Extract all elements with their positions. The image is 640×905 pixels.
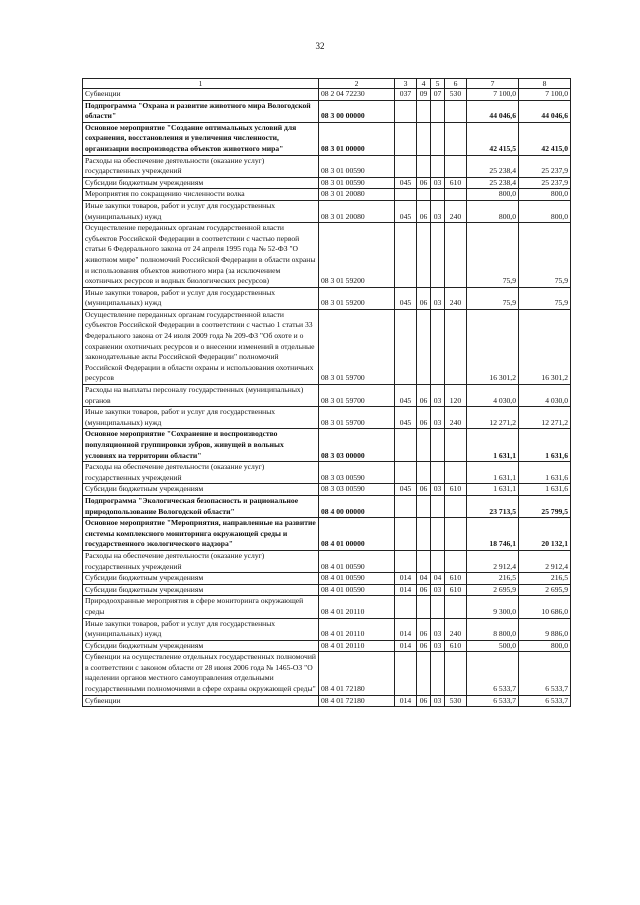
subsection-cell (431, 223, 445, 288)
table-row (83, 223, 571, 288)
row-name-cell: Расходы на обеспечение деятельности (оказание услуг) государственных учреждений (83, 550, 319, 572)
budget-code-cell: 08 4 01 72180 (319, 652, 395, 695)
subsection-cell (431, 462, 445, 484)
amount-year1-cell: 75,9 (467, 287, 519, 309)
amount-year1-cell: 44 046,6 (467, 100, 519, 122)
header-row (83, 79, 571, 89)
subsection-cell (431, 155, 445, 177)
budget-code-cell: 08 4 01 00590 (319, 573, 395, 585)
amount-year2-cell: 42 415,0 (519, 122, 571, 155)
section-cell (417, 550, 431, 572)
ministry-code-cell (395, 495, 417, 517)
expense-type-cell (445, 652, 467, 695)
amount-year1-cell: 800,0 (467, 200, 519, 222)
budget-code-cell: 08 2 04 72230 (319, 89, 395, 101)
section-cell (417, 652, 431, 695)
ministry-code-cell (395, 652, 417, 695)
amount-year1-cell: 25 238,4 (467, 155, 519, 177)
expense-type-cell: 240 (445, 200, 467, 222)
amount-year2-cell: 4 030,0 (519, 385, 571, 407)
amount-year1-cell: 6 533,7 (467, 652, 519, 695)
amount-year2-cell: 25 237,9 (519, 177, 571, 189)
expense-type-cell: 240 (445, 407, 467, 429)
row-name-cell: Осуществление переданных органам государственной власти субъектов Российской Федерации в соответствии с частью 1 статьи 33 Федерального закона от 24 июля 2009 года № 209-ФЗ "Об охоте и о сохранении охотничьих ресурсов и о внесении изменений в отдельные законодательные акты Российской Федерации" полномочий Российской Федерации в области охраны и использования охотничьих ресурсов (83, 309, 319, 384)
budget-code-cell: 08 3 01 00590 (319, 177, 395, 189)
ministry-code-cell: 014 (395, 640, 417, 652)
column-header: 7 (467, 79, 519, 89)
row-name-cell: Основное мероприятие "Сохранение и воспроизводство популяционной группировки зубров, живущей в вольных условиях на территории области" (83, 429, 319, 462)
amount-year1-cell: 2 912,4 (467, 550, 519, 572)
amount-year2-cell: 1 631,6 (519, 462, 571, 484)
amount-year1-cell: 800,0 (467, 189, 519, 201)
ministry-code-cell (395, 223, 417, 288)
table-row (83, 484, 571, 496)
expense-type-cell: 530 (445, 695, 467, 707)
expense-type-cell (445, 155, 467, 177)
table-row (83, 518, 571, 551)
budget-code-cell: 08 3 01 20080 (319, 189, 395, 201)
section-cell: 04 (417, 573, 431, 585)
subsection-cell: 03 (431, 177, 445, 189)
row-name-cell: Субсидии бюджетным учреждениям (83, 177, 319, 189)
amount-year2-cell: 16 301,2 (519, 309, 571, 384)
ministry-code-cell (395, 155, 417, 177)
amount-year1-cell: 1 631,1 (467, 462, 519, 484)
subsection-cell (431, 100, 445, 122)
row-name-cell: Подпрограмма "Охрана и развитие животного мира Вологодской области" (83, 100, 319, 122)
amount-year2-cell: 6 533,7 (519, 695, 571, 707)
amount-year1-cell: 42 415,5 (467, 122, 519, 155)
row-name-cell: Мероприятия по сокращению численности волка (83, 189, 319, 201)
row-name-cell: Основное мероприятие "Мероприятия, направленные на развитие системы комплексного мониторинга окружающей среды и государственного экологического надзора" (83, 518, 319, 551)
column-header: 6 (445, 79, 467, 89)
expense-type-cell: 530 (445, 89, 467, 101)
table-row (83, 429, 571, 462)
row-name-cell: Основное мероприятие "Создание оптимальных условий для сохранения, восстановления и увеличения численности, организации воспроизводства объектов животного мира" (83, 122, 319, 155)
budget-code-cell: 08 4 01 00590 (319, 550, 395, 572)
budget-code-cell: 08 4 01 72180 (319, 695, 395, 707)
section-cell: 06 (417, 385, 431, 407)
table-row (83, 618, 571, 640)
amount-year1-cell: 9 300,0 (467, 596, 519, 618)
budget-code-cell: 08 3 01 20080 (319, 200, 395, 222)
expense-type-cell (445, 100, 467, 122)
subsection-cell: 03 (431, 407, 445, 429)
ministry-code-cell (395, 462, 417, 484)
expense-type-cell (445, 189, 467, 201)
section-cell: 06 (417, 584, 431, 596)
section-cell: 06 (417, 695, 431, 707)
column-header: 1 (83, 79, 319, 89)
expense-type-cell (445, 462, 467, 484)
budget-code-cell: 08 3 03 00590 (319, 462, 395, 484)
amount-year2-cell: 10 686,0 (519, 596, 571, 618)
amount-year1-cell: 2 695,9 (467, 584, 519, 596)
subsection-cell: 03 (431, 640, 445, 652)
expense-type-cell: 120 (445, 385, 467, 407)
row-name-cell: Иные закупки товаров, работ и услуг для государственных (муниципальных) нужд (83, 287, 319, 309)
table-row (83, 200, 571, 222)
subsection-cell: 03 (431, 385, 445, 407)
ministry-code-cell: 045 (395, 484, 417, 496)
section-cell: 09 (417, 89, 431, 101)
page-number: 32 (315, 41, 325, 51)
table-row (83, 100, 571, 122)
table-row (83, 596, 571, 618)
section-cell (417, 429, 431, 462)
budget-code-cell: 08 4 01 20110 (319, 596, 395, 618)
column-header: 2 (319, 79, 395, 89)
amount-year1-cell: 16 301,2 (467, 309, 519, 384)
row-name-cell: Подпрограмма "Экологическая безопасность и рациональное природопользование Вологодской области" (83, 495, 319, 517)
expense-type-cell: 610 (445, 484, 467, 496)
row-name-cell: Субвенции на осуществление отдельных государственных полномочий в соответствии с законом области от 28 июня 2006 года № 1465-ОЗ "О наделении органов местного самоуправления отдельными государственными полномочиями в сфере охраны окружающей среды" (83, 652, 319, 695)
section-cell (417, 462, 431, 484)
subsection-cell (431, 429, 445, 462)
expense-type-cell (445, 550, 467, 572)
amount-year2-cell: 216,5 (519, 573, 571, 585)
ministry-code-cell (395, 429, 417, 462)
amount-year2-cell: 800,0 (519, 640, 571, 652)
section-cell: 06 (417, 177, 431, 189)
budget-code-cell: 08 3 00 00000 (319, 100, 395, 122)
amount-year2-cell: 800,0 (519, 189, 571, 201)
amount-year2-cell: 7 100,0 (519, 89, 571, 101)
amount-year1-cell: 216,5 (467, 573, 519, 585)
subsection-cell: 03 (431, 618, 445, 640)
row-name-cell: Субсидии бюджетным учреждениям (83, 573, 319, 585)
expense-type-cell: 610 (445, 573, 467, 585)
amount-year2-cell: 2 695,9 (519, 584, 571, 596)
table-row (83, 495, 571, 517)
ministry-code-cell: 045 (395, 385, 417, 407)
row-name-cell: Иные закупки товаров, работ и услуг для государственных (муниципальных) нужд (83, 618, 319, 640)
section-cell (417, 495, 431, 517)
ministry-code-cell (395, 309, 417, 384)
ministry-code-cell: 014 (395, 618, 417, 640)
subsection-cell (431, 652, 445, 695)
amount-year1-cell: 18 746,1 (467, 518, 519, 551)
table-body (83, 89, 571, 707)
table-row (83, 385, 571, 407)
budget-code-cell: 08 3 01 59700 (319, 309, 395, 384)
amount-year2-cell: 9 886,0 (519, 618, 571, 640)
subsection-cell (431, 309, 445, 384)
budget-code-cell: 08 4 01 00000 (319, 518, 395, 551)
expense-type-cell: 610 (445, 640, 467, 652)
subsection-cell (431, 122, 445, 155)
table-row (83, 407, 571, 429)
table-row (83, 584, 571, 596)
amount-year1-cell: 4 030,0 (467, 385, 519, 407)
section-cell: 06 (417, 618, 431, 640)
ministry-code-cell (395, 100, 417, 122)
subsection-cell: 03 (431, 584, 445, 596)
column-header: 3 (395, 79, 417, 89)
table-row (83, 189, 571, 201)
amount-year1-cell: 12 271,2 (467, 407, 519, 429)
table-row (83, 122, 571, 155)
amount-year2-cell: 12 271,2 (519, 407, 571, 429)
ministry-code-cell: 045 (395, 177, 417, 189)
amount-year1-cell: 6 533,7 (467, 695, 519, 707)
section-cell (417, 518, 431, 551)
row-name-cell: Расходы на обеспечение деятельности (оказание услуг) государственных учреждений (83, 462, 319, 484)
budget-table (82, 78, 571, 707)
column-header: 5 (431, 79, 445, 89)
subsection-cell: 04 (431, 573, 445, 585)
ministry-code-cell (395, 122, 417, 155)
expense-type-cell (445, 596, 467, 618)
section-cell: 06 (417, 200, 431, 222)
section-cell (417, 223, 431, 288)
table-row (83, 640, 571, 652)
amount-year2-cell: 75,9 (519, 287, 571, 309)
subsection-cell (431, 518, 445, 551)
ministry-code-cell: 037 (395, 89, 417, 101)
subsection-cell: 03 (431, 287, 445, 309)
subsection-cell (431, 550, 445, 572)
amount-year2-cell: 25 799,5 (519, 495, 571, 517)
amount-year2-cell: 20 132,1 (519, 518, 571, 551)
section-cell: 06 (417, 484, 431, 496)
row-name-cell: Расходы на выплаты персоналу государственных (муниципальных) органов (83, 385, 319, 407)
amount-year2-cell: 2 912,4 (519, 550, 571, 572)
subsection-cell: 03 (431, 200, 445, 222)
table-row (83, 550, 571, 572)
budget-code-cell: 08 4 00 00000 (319, 495, 395, 517)
amount-year2-cell: 800,0 (519, 200, 571, 222)
row-name-cell: Иные закупки товаров, работ и услуг для государственных (муниципальных) нужд (83, 200, 319, 222)
subsection-cell: 03 (431, 695, 445, 707)
amount-year1-cell: 1 631,1 (467, 429, 519, 462)
ministry-code-cell (395, 550, 417, 572)
column-header: 4 (417, 79, 431, 89)
row-name-cell: Расходы на обеспечение деятельности (оказание услуг) государственных учреждений (83, 155, 319, 177)
ministry-code-cell: 045 (395, 407, 417, 429)
subsection-cell: 03 (431, 484, 445, 496)
amount-year1-cell: 7 100,0 (467, 89, 519, 101)
table-row (83, 155, 571, 177)
section-cell (417, 155, 431, 177)
subsection-cell (431, 189, 445, 201)
section-cell (417, 309, 431, 384)
expense-type-cell (445, 122, 467, 155)
amount-year1-cell: 75,9 (467, 223, 519, 288)
ministry-code-cell: 014 (395, 573, 417, 585)
table-row (83, 695, 571, 707)
row-name-cell: Субсидии бюджетным учреждениям (83, 484, 319, 496)
budget-code-cell: 08 3 01 00000 (319, 122, 395, 155)
subsection-cell (431, 495, 445, 517)
section-cell (417, 189, 431, 201)
budget-code-cell: 08 3 01 59700 (319, 385, 395, 407)
table-row (83, 89, 571, 101)
amount-year1-cell: 8 800,0 (467, 618, 519, 640)
row-name-cell: Субсидии бюджетным учреждениям (83, 640, 319, 652)
expense-type-cell: 610 (445, 177, 467, 189)
budget-code-cell: 08 3 01 59200 (319, 223, 395, 288)
row-name-cell: Субвенции (83, 89, 319, 101)
ministry-code-cell (395, 596, 417, 618)
row-name-cell: Субвенции (83, 695, 319, 707)
table-row (83, 177, 571, 189)
row-name-cell: Иные закупки товаров, работ и услуг для государственных (муниципальных) нужд (83, 407, 319, 429)
row-name-cell: Субсидии бюджетным учреждениям (83, 584, 319, 596)
row-name-cell: Природоохранные мероприятия в сфере мониторинга окружающей среды (83, 596, 319, 618)
section-cell (417, 100, 431, 122)
ministry-code-cell: 014 (395, 584, 417, 596)
amount-year1-cell: 25 238,4 (467, 177, 519, 189)
section-cell: 06 (417, 640, 431, 652)
section-cell: 06 (417, 287, 431, 309)
amount-year1-cell: 23 713,5 (467, 495, 519, 517)
budget-code-cell: 08 3 01 59700 (319, 407, 395, 429)
amount-year2-cell: 1 631,6 (519, 429, 571, 462)
table-row (83, 573, 571, 585)
budget-code-cell: 08 4 01 00590 (319, 584, 395, 596)
row-name-cell: Осуществление переданных органам государственной власти субъектов Российской Федерации в соответствии с частью первой статьи 6 Федерального закона от 24 апреля 1995 года № 52-ФЗ "О животном мире" полномочий Российской Федерации в области охраны и использования объектов животного мира (за исключением охотничьих ресурсов и водных биологических ресурсов) (83, 223, 319, 288)
ministry-code-cell (395, 518, 417, 551)
table-row (83, 652, 571, 695)
budget-code-cell: 08 3 01 59200 (319, 287, 395, 309)
expense-type-cell: 240 (445, 618, 467, 640)
table-row (83, 287, 571, 309)
expense-type-cell (445, 429, 467, 462)
ministry-code-cell: 045 (395, 287, 417, 309)
ministry-code-cell: 045 (395, 200, 417, 222)
amount-year2-cell: 25 237,9 (519, 155, 571, 177)
amount-year2-cell: 44 046,6 (519, 100, 571, 122)
budget-code-cell: 08 3 03 00000 (319, 429, 395, 462)
subsection-cell (431, 596, 445, 618)
table-row (83, 309, 571, 384)
expense-type-cell (445, 223, 467, 288)
table-row (83, 462, 571, 484)
section-cell (417, 122, 431, 155)
budget-code-cell: 08 4 01 20110 (319, 618, 395, 640)
ministry-code-cell: 014 (395, 695, 417, 707)
expense-type-cell (445, 495, 467, 517)
expense-type-cell (445, 518, 467, 551)
expense-type-cell: 240 (445, 287, 467, 309)
amount-year2-cell: 1 631,6 (519, 484, 571, 496)
ministry-code-cell (395, 189, 417, 201)
amount-year1-cell: 500,0 (467, 640, 519, 652)
budget-code-cell: 08 4 01 20110 (319, 640, 395, 652)
expense-type-cell: 610 (445, 584, 467, 596)
section-cell: 06 (417, 407, 431, 429)
budget-code-cell: 08 3 01 00590 (319, 155, 395, 177)
column-header: 8 (519, 79, 571, 89)
amount-year2-cell: 75,9 (519, 223, 571, 288)
expense-type-cell (445, 309, 467, 384)
section-cell (417, 596, 431, 618)
amount-year1-cell: 1 631,1 (467, 484, 519, 496)
subsection-cell: 07 (431, 89, 445, 101)
amount-year2-cell: 6 533,7 (519, 652, 571, 695)
budget-code-cell: 08 3 03 00590 (319, 484, 395, 496)
